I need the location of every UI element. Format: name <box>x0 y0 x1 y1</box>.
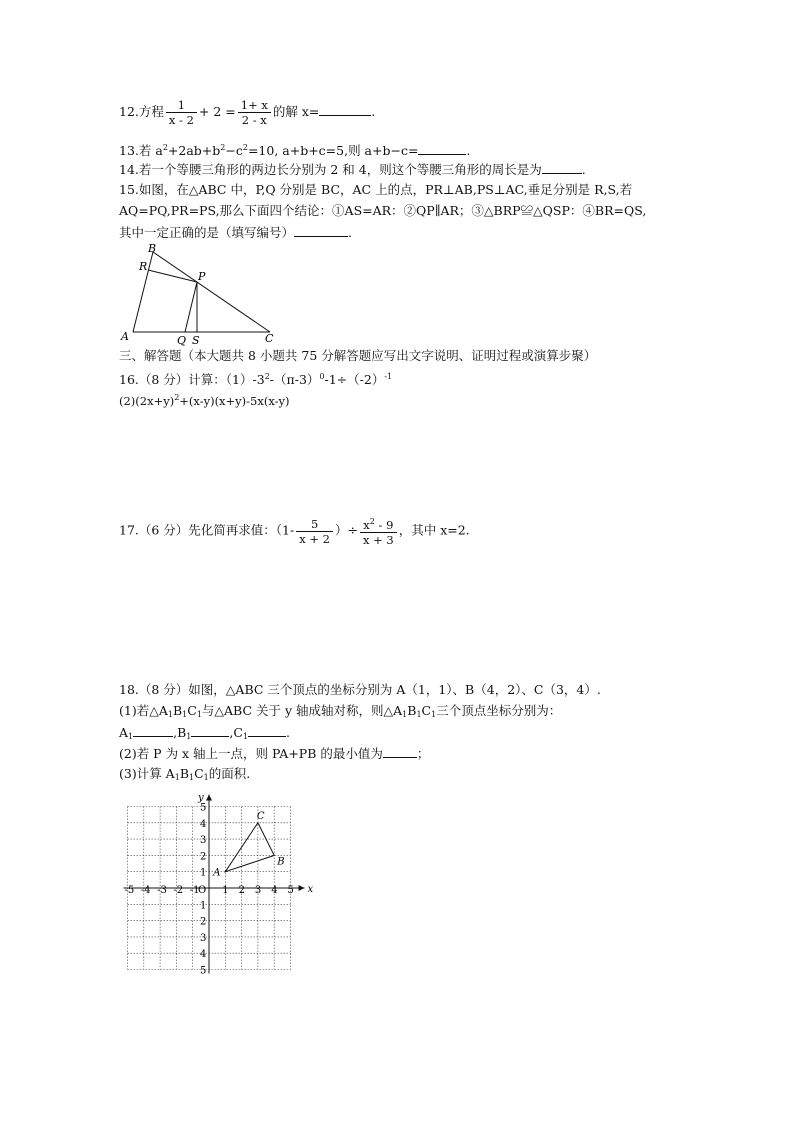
segment-pq <box>185 282 197 332</box>
triangle-figure <box>115 240 285 346</box>
point-label-b: B <box>277 856 285 868</box>
x-tick-label: -5 <box>124 885 135 896</box>
y-tick-label: 5 <box>200 802 207 814</box>
x-tick-label: 4 <box>271 885 278 896</box>
y-tick-label: 3 <box>200 835 207 847</box>
label-b: B <box>148 242 157 255</box>
question-14: 14.若一个等腰三角形的两边长分别为 2 和 4，则这个等腰三角形的周长是为 . <box>119 162 586 177</box>
question-15-line-2: AQ=PQ,PR=PS,那么下面四个结论：①AS=AR：②QP∥AR；③△BRP≌△QSP：④BR=QS, <box>119 203 647 218</box>
x-axis-label: x <box>307 884 314 895</box>
question-15-line-3: 其中一定正确的是（填写编号） . <box>119 225 352 240</box>
y-tick-label: 2 <box>200 916 207 928</box>
x-tick-label: -2 <box>173 885 184 896</box>
section-3-heading: 三、解答题（本大题共 8 小题共 75 分解答题应写出文字说明、证明过程或演算步聚） <box>119 348 597 363</box>
label-r: R <box>139 260 148 273</box>
x-tick-label: 1 <box>222 885 229 896</box>
axes <box>124 793 314 974</box>
y-tick-label: 4 <box>200 818 207 830</box>
answer-blank <box>418 142 466 155</box>
fraction-4: $\frac{x^2 - 9}{x + 3}$ <box>360 515 397 547</box>
answer-blank <box>294 224 348 237</box>
question-18-line-1: 18.（8 分）如图，△ABC 三个顶点的坐标分别为 A（1，1）、B（4，2）、C（3，4）. <box>119 682 601 697</box>
fraction-3: $\frac{5}{x + 2}$ <box>296 517 333 546</box>
question-16-line-1: 16.（8 分）计算：$(1)-3^2-(\pi-3)^0-1\div(-2)^{-1}$ <box>119 372 393 387</box>
fraction-2: $\frac{1+ x}{2 - x}$ <box>238 98 271 127</box>
label-p: P <box>198 270 206 283</box>
y-axis-label: y <box>198 792 204 804</box>
question-18-part-1-answers: $A_1$ $,B_1$ $,C_1$ . <box>119 725 291 741</box>
y-tick-label: 2 <box>200 851 207 863</box>
question-17: 17.（6 分）先化简再求值：（1- $\frac{5}{x + 2}$ ）÷ $\frac{x^2 - 9}{x + 3}$ ，其中 x=2. <box>119 516 470 547</box>
label-a: A <box>121 330 129 343</box>
question-15-line-1: 15.如图，在△ABC 中，P,Q 分别是 BC，AC 上的点，PR⊥AB,PS⊥AC,垂足分别是 R,S,若 <box>119 182 633 197</box>
x-tick-label: -3 <box>157 885 167 896</box>
x-tick-label: 2 <box>238 885 245 896</box>
question-18-part-3: (3)计算 $A_1B_1C_1$的面积. <box>119 766 251 782</box>
y-axis-arrow <box>206 795 212 801</box>
y-tick-label: 1 <box>200 867 207 879</box>
y-tick-label: 3 <box>200 932 207 944</box>
side-bc <box>153 252 270 332</box>
y-tick-label: 5 <box>200 965 207 977</box>
answer-blank <box>191 724 229 737</box>
question-18-part-1: (1)若$\triangle A_1B_1C_1$与△ABC 关于 y 轴成轴对称，则$\triangle A_1B_1C_1$三个顶点坐标分别为： <box>119 703 562 719</box>
origin-label: O <box>198 885 207 896</box>
x-axis-arrow <box>299 885 305 891</box>
y-tick-label: 4 <box>200 949 207 961</box>
triangle-abc <box>212 811 284 879</box>
coordinate-grid <box>115 790 320 977</box>
answer-blank <box>319 103 371 116</box>
x-tick-label: -1 <box>189 885 200 896</box>
label-c: C <box>265 332 274 345</box>
question-12: 12.方程 $\frac{1}{x - 2}$ + 2 = $\frac{1+ x}{2 - x}$ 的解 x= . <box>119 98 376 127</box>
x-tick-label: -4 <box>140 885 151 896</box>
answer-blank <box>248 724 286 737</box>
triangle-outline <box>225 823 274 872</box>
x-tick-label: 3 <box>254 885 262 896</box>
answer-blank <box>542 161 582 174</box>
point-label-c: C <box>256 810 265 822</box>
x-tick-label: 5 <box>287 885 294 896</box>
question-18-part-2: (2)若 P 为 x 轴上一点，则 PA+PB 的最小值为 ； <box>119 746 430 761</box>
answer-blank <box>133 724 173 737</box>
point-label-a: A <box>213 867 221 879</box>
fraction-1: $\frac{1}{x - 2}$ <box>166 98 197 127</box>
label-q: Q <box>177 334 187 347</box>
answer-blank <box>383 745 417 758</box>
label-s: S <box>192 334 200 347</box>
segment-pr <box>148 270 197 282</box>
y-tick-label: 1 <box>200 900 207 912</box>
question-13: 13.若 $a^2+2ab+b^2-c^2=10$, a+b+c=5,则 a+b−c= . <box>119 143 471 158</box>
question-16-line-2: $(2)(2x+y)^2+(x-y)(x+y)-5x(x-y)$ <box>119 393 290 408</box>
